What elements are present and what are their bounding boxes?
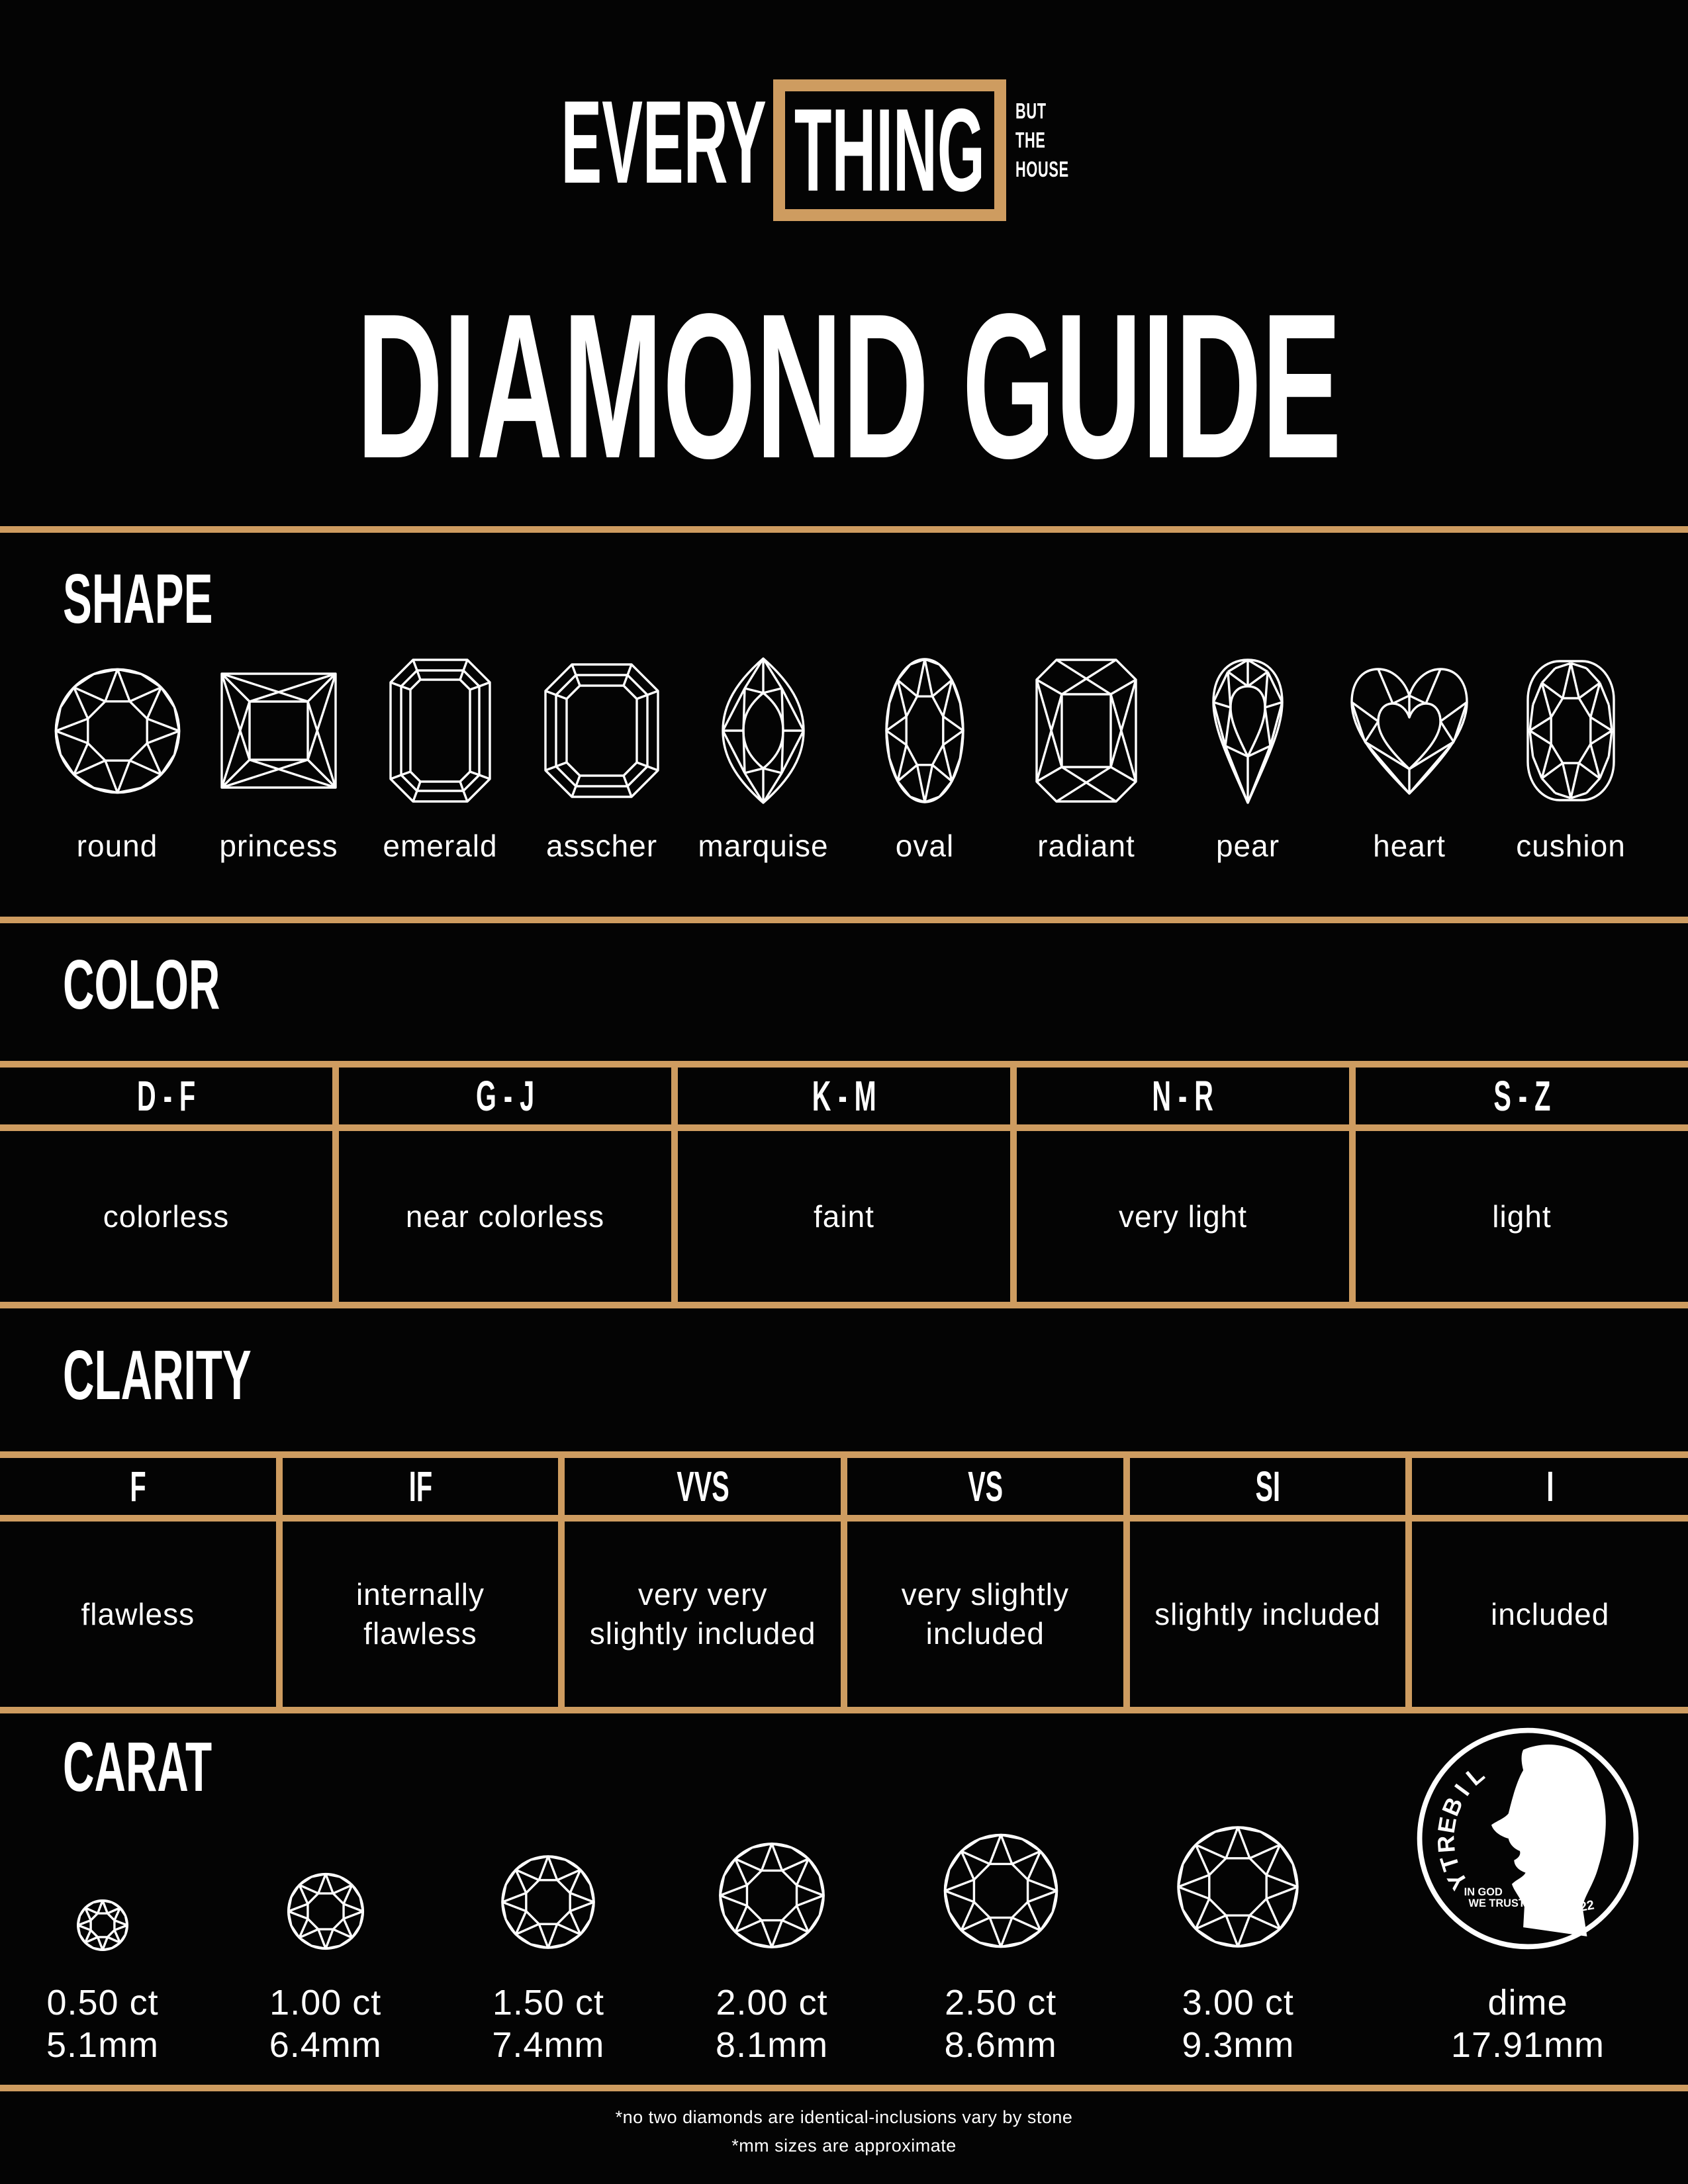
shape-label: marquise xyxy=(698,829,829,863)
shape-item-pear xyxy=(1167,652,1329,864)
page-title-wrap xyxy=(0,271,1688,502)
carat-labels xyxy=(945,1981,1057,2066)
carat-ct: 0.50 ct xyxy=(46,1983,159,2023)
dime-letter: R xyxy=(1432,1835,1460,1854)
color-grade-cell xyxy=(0,1068,332,1124)
divider-footer xyxy=(0,2085,1688,2091)
carat-item-200 xyxy=(715,1719,829,2066)
shape-label: radiant xyxy=(1037,829,1135,863)
dime-letter: Y xyxy=(1442,1866,1474,1895)
carat-row xyxy=(46,1719,1642,2066)
carat-labels xyxy=(269,1981,382,2066)
color-desc-cell xyxy=(1356,1131,1688,1302)
carat-ct: 3.00 ct xyxy=(1182,1983,1294,2023)
carat-mm: 9.3mm xyxy=(1182,2025,1295,2065)
carat-diamond-icon-100 xyxy=(285,1719,367,1956)
carat-heading: CARAT xyxy=(63,1728,212,1806)
dime-letter: I xyxy=(1448,1779,1475,1801)
shape-item-round xyxy=(36,652,198,864)
color-desc: near colorless xyxy=(405,1199,605,1234)
color-desc: very light xyxy=(1118,1199,1248,1234)
radiant-diamond-icon xyxy=(1030,652,1143,809)
shape-item-princess xyxy=(198,652,359,864)
dime-letter: L xyxy=(1460,1760,1489,1791)
clarity-grade-cell xyxy=(1130,1458,1406,1515)
color-desc-cell xyxy=(0,1131,332,1302)
shape-item-asscher xyxy=(521,652,682,864)
shape-item-heart xyxy=(1329,652,1490,864)
footnote-mm-sizes: *mm sizes are approximate xyxy=(731,2136,957,2156)
shape-label: heart xyxy=(1373,829,1446,863)
heart-diamond-icon xyxy=(1346,652,1472,809)
shape-item-cushion xyxy=(1490,652,1652,864)
carat-labels xyxy=(46,1981,159,2066)
clarity-grade: F xyxy=(130,1463,146,1510)
color-grade-cell xyxy=(678,1068,1010,1124)
princess-diamond-icon xyxy=(212,652,345,809)
color-grade-cell xyxy=(339,1068,671,1124)
clarity-desc: slightly included xyxy=(1154,1596,1381,1631)
color-grade: S - Z xyxy=(1493,1072,1550,1120)
clarity-grade: I xyxy=(1546,1463,1554,1510)
dime-letter: T xyxy=(1434,1852,1465,1875)
carat-item-100 xyxy=(269,1719,382,2066)
shape-label: pear xyxy=(1215,829,1280,863)
dime-year: 2022 xyxy=(1564,1897,1596,1917)
clarity-desc: very slightly included xyxy=(901,1577,1069,1651)
color-grade: K - M xyxy=(812,1072,876,1120)
shape-label: cushion xyxy=(1516,829,1626,863)
carat-diamond-icon-250 xyxy=(939,1719,1062,1956)
color-grade-cell xyxy=(1356,1068,1688,1124)
footnote-inclusions: *no two diamonds are identical-inclusions vary by stone xyxy=(615,2107,1073,2127)
carat-diamond-icon-200 xyxy=(715,1719,829,1956)
clarity-desc-cell xyxy=(0,1522,276,1707)
carat-mm: 5.1mm xyxy=(46,2025,160,2065)
shape-label: round xyxy=(76,829,158,863)
carat-item-250 xyxy=(939,1719,1062,2066)
clarity-grade: VVS xyxy=(676,1463,729,1510)
clarity-desc-cell xyxy=(847,1522,1123,1707)
carat-item-050 xyxy=(46,1719,159,2066)
clarity-grade-cell xyxy=(1412,1458,1688,1515)
clarity-desc: flawless xyxy=(81,1596,195,1631)
clarity-desc: internally flawless xyxy=(355,1577,485,1651)
color-desc-cell xyxy=(1017,1131,1349,1302)
shape-label: oval xyxy=(895,829,955,863)
carat-diamond-icon-150 xyxy=(498,1719,598,1956)
shape-item-oval xyxy=(844,652,1006,864)
color-grade-cell xyxy=(1017,1068,1349,1124)
cushion-diamond-icon xyxy=(1521,652,1620,809)
carat-ct: 1.00 ct xyxy=(269,1983,382,2023)
brand-word-thing: THING xyxy=(794,84,985,216)
shape-item-emerald xyxy=(359,652,521,864)
color-grade: D - F xyxy=(136,1072,196,1120)
color-desc: light xyxy=(1492,1199,1552,1234)
clarity-grade: IF xyxy=(408,1463,432,1510)
pear-diamond-icon xyxy=(1208,652,1288,809)
carat-diamond-icon-300 xyxy=(1172,1719,1303,1956)
clarity-grade-cell xyxy=(847,1458,1123,1515)
carat-labels xyxy=(1182,1981,1294,2066)
color-table xyxy=(0,1061,1688,1308)
clarity-desc: very very slightly included xyxy=(589,1577,816,1651)
brand-thing-box xyxy=(773,79,1006,221)
clarity-desc-cell xyxy=(283,1522,559,1707)
carat-item-150 xyxy=(492,1719,604,2066)
brand-tagline-but: BUT xyxy=(1015,99,1047,123)
clarity-grade: SI xyxy=(1255,1463,1280,1510)
clarity-desc-cell xyxy=(1130,1522,1406,1707)
carat-item-300 xyxy=(1172,1719,1303,2066)
brand-tagline xyxy=(1015,97,1069,184)
carat-mm: 6.4mm xyxy=(269,2025,382,2065)
carat-ct: dime xyxy=(1487,1983,1568,2023)
brand-word-every: EVERY xyxy=(561,76,767,208)
color-desc: colorless xyxy=(103,1199,230,1234)
page-title: DIAMOND GUIDE xyxy=(356,271,1342,502)
clarity-desc-cell xyxy=(1412,1522,1688,1707)
shape-label: emerald xyxy=(383,829,498,863)
clarity-table xyxy=(0,1451,1688,1713)
clarity-grade: VS xyxy=(967,1463,1003,1510)
divider-top xyxy=(0,526,1688,533)
carat-mm: 8.1mm xyxy=(716,2025,829,2065)
color-desc-cell xyxy=(678,1131,1010,1302)
shape-row xyxy=(36,652,1652,864)
brand-tagline-the: THE xyxy=(1015,128,1046,152)
color-desc-cell xyxy=(339,1131,671,1302)
carat-item-dime xyxy=(1414,1719,1642,2066)
clarity-heading: CLARITY xyxy=(63,1336,252,1414)
asscher-diamond-icon xyxy=(539,652,665,809)
clarity-desc-cell xyxy=(565,1522,841,1707)
shape-label: asscher xyxy=(545,829,658,863)
dime-motto-line2: WE TRUST xyxy=(1468,1897,1525,1910)
carat-ct: 1.50 ct xyxy=(492,1983,604,2023)
brand-logo xyxy=(0,78,1688,224)
carat-mm: 7.4mm xyxy=(492,2025,605,2065)
color-desc: faint xyxy=(814,1199,874,1234)
carat-labels xyxy=(716,1981,828,2066)
carat-ct: 2.00 ct xyxy=(716,1983,828,2023)
shape-item-radiant xyxy=(1006,652,1167,864)
footnotes xyxy=(0,2103,1688,2160)
shape-item-marquise xyxy=(682,652,844,864)
divider-shape-color xyxy=(0,917,1688,923)
carat-mm: 8.6mm xyxy=(944,2025,1057,2065)
dime-letter: B xyxy=(1436,1793,1468,1820)
oval-diamond-icon xyxy=(882,652,968,809)
carat-ct: 2.50 ct xyxy=(945,1983,1057,2023)
dime-motto-line1: IN GOD xyxy=(1464,1886,1503,1898)
shape-heading: SHAPE xyxy=(63,560,213,638)
shape-label: princess xyxy=(219,829,338,863)
clarity-grade-cell xyxy=(565,1458,841,1515)
color-heading: COLOR xyxy=(63,946,220,1024)
brand-tagline-house: HOUSE xyxy=(1015,157,1069,181)
clarity-grade-cell xyxy=(283,1458,559,1515)
carat-diamond-icon-050 xyxy=(75,1719,130,1956)
carat-labels xyxy=(492,1981,604,2066)
carat-mm: 17.91mm xyxy=(1450,2025,1605,2065)
color-grade: N - R xyxy=(1152,1072,1214,1120)
round-diamond-icon xyxy=(50,652,185,809)
dime-coin-icon xyxy=(1414,1719,1642,1956)
clarity-desc: included xyxy=(1490,1596,1610,1631)
clarity-grade-cell xyxy=(0,1458,276,1515)
marquise-diamond-icon xyxy=(714,652,813,809)
emerald-diamond-icon xyxy=(384,652,496,809)
color-grade: G - J xyxy=(475,1072,535,1120)
carat-labels xyxy=(1451,1981,1605,2066)
dime-letter: E xyxy=(1432,1815,1462,1835)
